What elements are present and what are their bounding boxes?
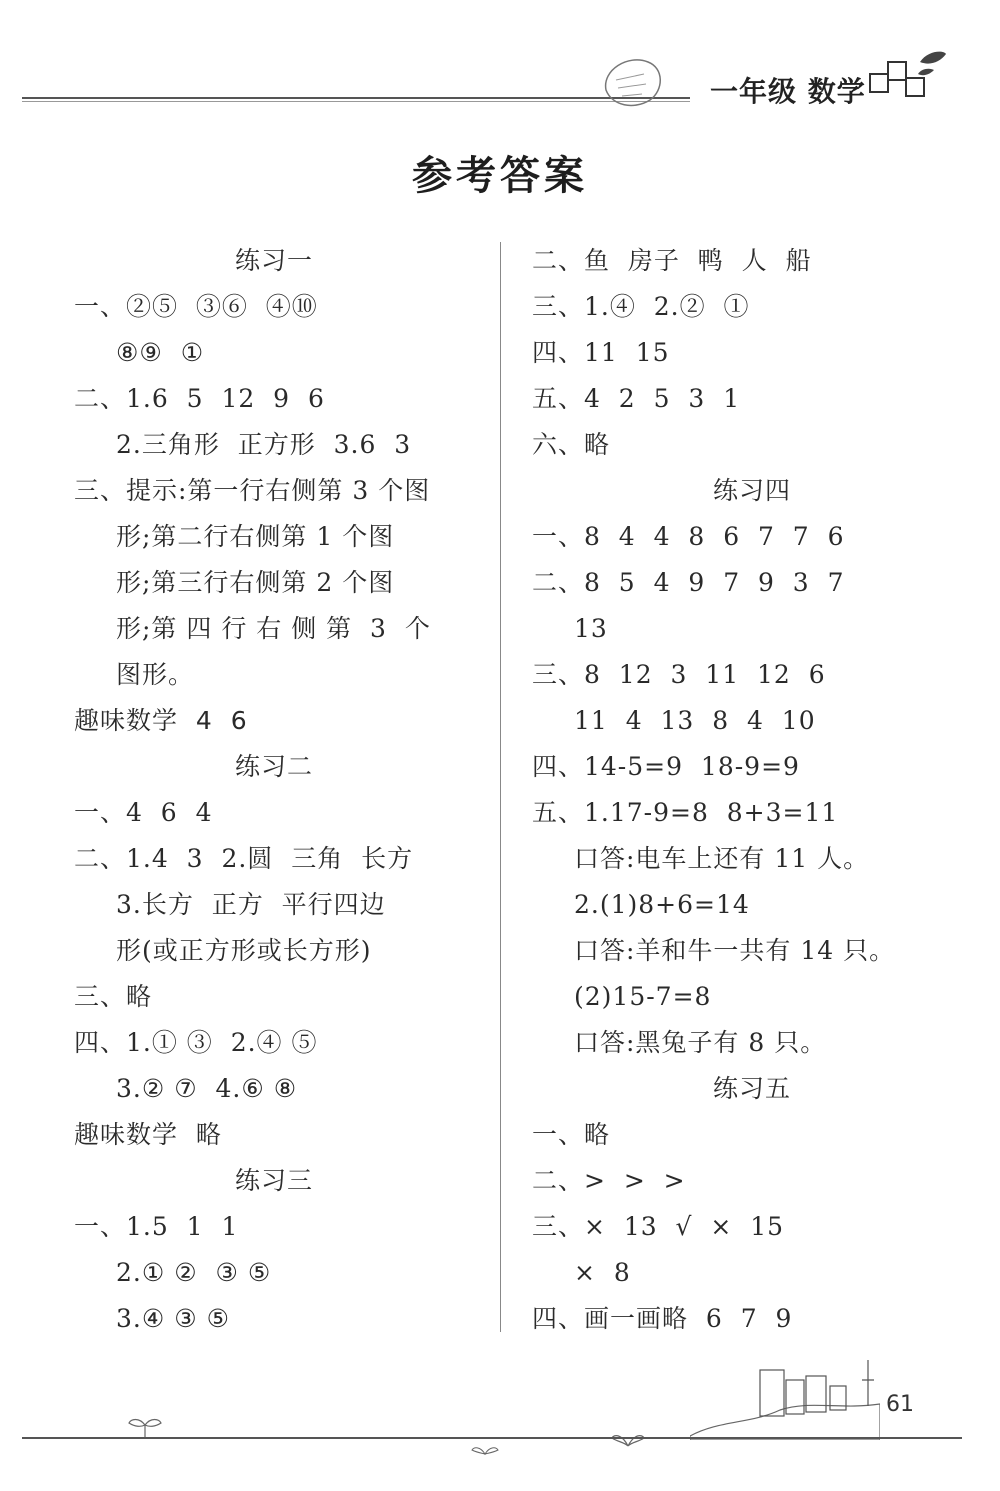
answer-line: 六、略	[532, 430, 611, 459]
answer-line: 四、画一画略 6 7 9	[532, 1304, 793, 1333]
page-number: 61	[886, 1392, 914, 1417]
answer-line: 形;第二行右侧第 1 个图	[116, 522, 395, 551]
city-skyline-icon	[690, 1340, 880, 1440]
answer-line: 11 4 13 8 4 10	[574, 706, 816, 735]
answer-line: 三、× 13 √ × 15	[532, 1212, 785, 1241]
answer-line: 形(或正方形或长方形)	[116, 936, 372, 965]
answer-line: 三、8 12 3 11 12 6	[532, 660, 826, 689]
answer-line: 3.长方 正方 平行四边	[116, 890, 386, 919]
answer-line: 13	[574, 614, 608, 643]
answer-line: 形;第 四 行 右 侧 第 3 个	[116, 614, 431, 643]
answer-line: 3.② ⑦ 4.⑥ ⑧	[116, 1074, 298, 1103]
answer-line: 口答:电车上还有 11 人。	[574, 844, 870, 873]
answer-line: (2)15-7=8	[574, 982, 712, 1011]
header-rule	[22, 97, 690, 99]
answer-line: 四、1.① ③ 2.④ ⑤	[74, 1028, 318, 1057]
answer-line: 二、8 5 4 9 7 9 3 7	[532, 568, 845, 597]
answer-line: 五、4 2 5 3 1	[532, 384, 741, 413]
answer-line: 三、提示:第一行右侧第 3 个图	[74, 476, 431, 505]
section-heading: 练习五	[712, 1074, 791, 1103]
boxes-leaf-icon	[868, 48, 948, 110]
section-heading: 练习二	[234, 752, 313, 781]
answer-line: 四、11 15	[532, 338, 670, 367]
answer-line: 2.(1)8+6=14	[574, 890, 750, 919]
section-heading: 练习四	[712, 476, 791, 505]
answer-line: 一、略	[532, 1120, 611, 1149]
footer-rule	[22, 1437, 962, 1439]
answer-line: 三、略	[74, 982, 153, 1011]
answer-line: 五、1.17-9=8 8+3=11	[532, 798, 839, 827]
answer-line: 二、鱼 房子 鸭 人 船	[532, 246, 812, 275]
answer-line: 2.三角形 正方形 3.6 3	[116, 430, 412, 459]
answer-line: 二、1.4 3 2.圆 三角 长方	[74, 844, 414, 873]
answer-line: 形;第三行右侧第 2 个图	[116, 568, 395, 597]
answer-line: 趣味数学 略	[74, 1120, 222, 1149]
answer-line: 口答:羊和牛一共有 14 只。	[574, 936, 896, 965]
answer-line: 一、1.5 1 1	[74, 1212, 239, 1241]
answers-left-column	[74, 238, 504, 1342]
section-heading: 练习一	[234, 246, 313, 275]
answer-line: 口答:黑兔子有 8 只。	[574, 1028, 827, 1057]
header-rule-thin	[22, 101, 690, 102]
answer-line: 三、1.④ 2.② ①	[532, 292, 750, 321]
page-title: 参考答案	[412, 152, 588, 199]
answer-line: 一、8 4 4 8 6 7 7 6	[532, 522, 845, 551]
answer-line: 二、> > >	[532, 1166, 686, 1195]
answer-line: × 8	[574, 1258, 631, 1287]
answer-line: 一、4 6 4	[74, 798, 213, 827]
answer-line: 2.① ② ③ ⑤	[116, 1258, 272, 1287]
answer-line: 一、②⑤ ③⑥ ④⑩	[74, 292, 318, 321]
answers-right-column	[532, 238, 972, 1342]
header-title: 一年级 数学	[710, 75, 866, 108]
answer-line: 二、1.6 5 12 9 6	[74, 384, 325, 413]
sprout-icon	[125, 1415, 165, 1439]
stamp-seal-icon	[598, 50, 668, 110]
sprout-icon	[470, 1444, 500, 1456]
answer-line: 3.④ ③ ⑤	[116, 1304, 230, 1333]
answer-line: 图形。	[116, 660, 195, 689]
answer-line: ⑧⑨ ①	[116, 338, 205, 367]
section-heading: 练习三	[234, 1166, 313, 1195]
column-divider	[500, 242, 501, 1332]
answer-line: 趣味数学 4 6	[74, 706, 248, 735]
answer-line: 四、14-5=9 18-9=9	[532, 752, 800, 781]
